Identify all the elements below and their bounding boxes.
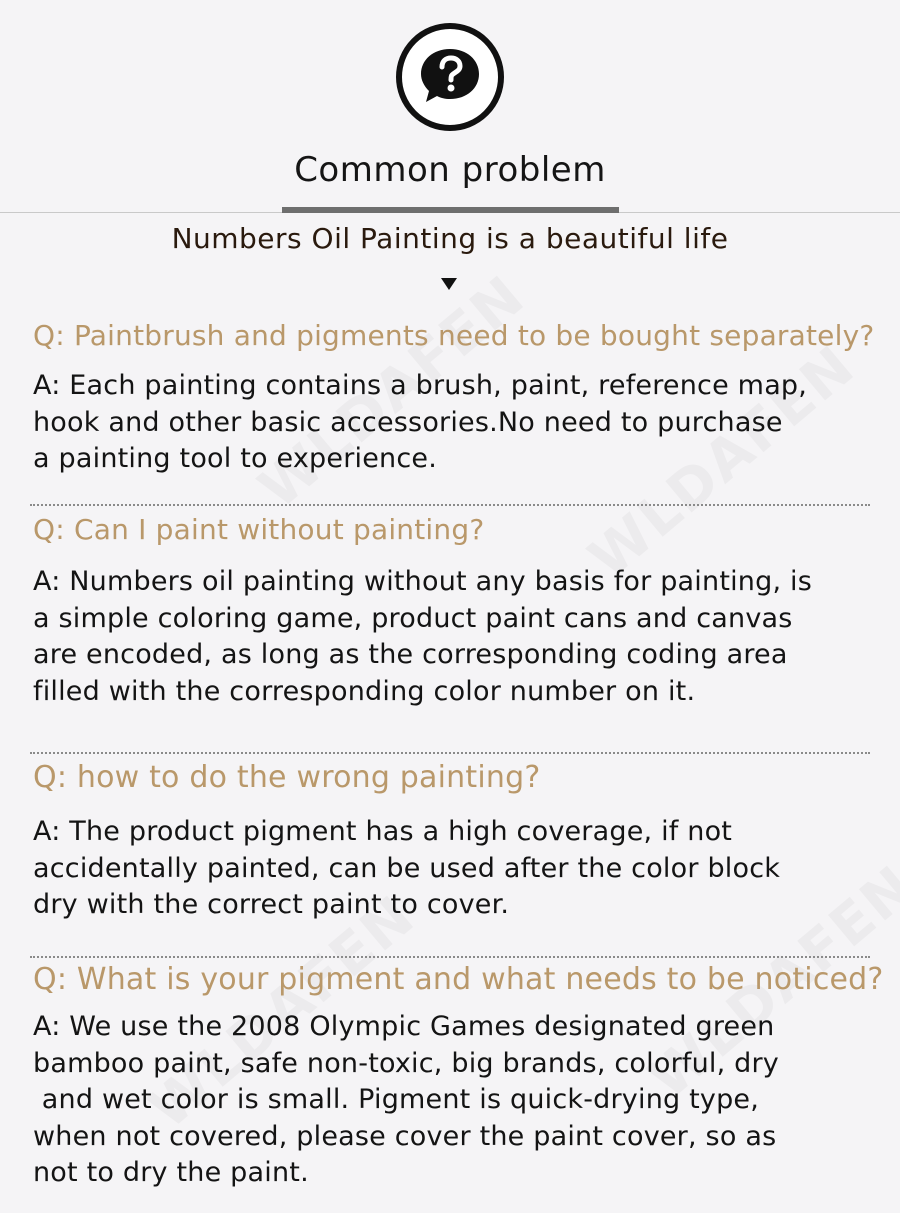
faq-question: Q: Paintbrush and pigments need to be bought separately? — [33, 319, 875, 352]
faq-answer — [33, 1009, 779, 1192]
answer-line: filled with the corresponding color number on it. — [33, 675, 696, 707]
answer-line: A: We use the 2008 Olympic Games designated green — [33, 1011, 775, 1042]
answer-line: dry with the correct paint to cover. — [33, 889, 510, 920]
page-subtitle: Numbers Oil Painting is a beautiful life — [171, 222, 729, 255]
answer-line: are encoded, as long as the corresponding coding area — [33, 639, 788, 670]
answer-line: a painting tool to experience. — [33, 443, 437, 474]
faq-answer — [33, 564, 812, 710]
faq-separator — [30, 504, 870, 506]
faq-separator — [30, 956, 870, 958]
answer-line: a simple coloring game, product paint cans and canvas — [33, 602, 793, 634]
answer-line: bamboo paint, safe non-toxic, big brands, colorful, dry — [33, 1047, 779, 1079]
faq-question: Q: Can I paint without painting? — [33, 513, 485, 546]
faq-answer — [33, 368, 807, 478]
answer-line: A: Numbers oil painting without any basis for painting, is — [33, 566, 812, 597]
answer-line: A: Each painting contains a brush, paint, reference map, — [33, 370, 808, 401]
page-title: Common problem — [294, 150, 606, 190]
answer-line: A: The product pigment has a high coverage, if not — [33, 816, 733, 847]
faq-question: Q: What is your pigment and what needs to be noticed? — [33, 962, 884, 997]
down-arrow-icon — [441, 278, 457, 290]
answer-line: accidentally painted, can be used after the color block — [33, 852, 781, 884]
faq-separator — [30, 752, 870, 754]
question-bubble-icon — [395, 22, 505, 132]
answer-line: and wet color is small. Pigment is quick-drying type, — [33, 1084, 760, 1115]
answer-line: not to dry the paint. — [33, 1157, 309, 1188]
faq-question: Q: how to do the wrong painting? — [33, 760, 541, 795]
title-underline — [282, 207, 619, 213]
faq-answer — [33, 814, 780, 924]
answer-line: when not covered, please cover the paint cover, so as — [33, 1120, 777, 1152]
answer-line: hook and other basic accessories.No need to purchase — [33, 406, 783, 438]
